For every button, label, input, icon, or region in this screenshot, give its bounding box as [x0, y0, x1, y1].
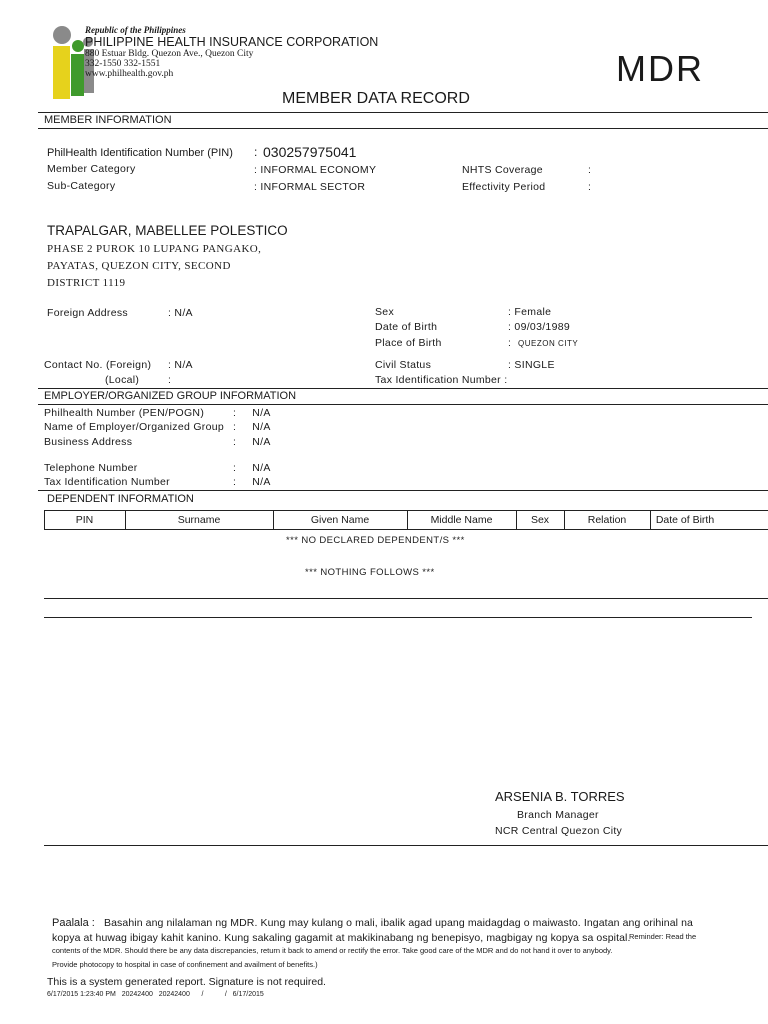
contact-local-label: (Local): [105, 374, 140, 386]
foreign-address-label: Foreign Address: [47, 307, 128, 319]
effectivity-colon: :: [588, 181, 592, 193]
signatory-name: ARSENIA B. TORRES: [495, 789, 625, 804]
column-header-surname: Surname: [177, 514, 221, 526]
employer-tin-value: : N/A: [233, 476, 271, 488]
column-header-relation: Relation: [587, 514, 627, 526]
column-header-date-of-birth: Date of Birth: [655, 514, 715, 526]
pin-value: 030257975041: [263, 144, 357, 160]
effectivity-label: Effectivity Period: [462, 181, 546, 193]
pob-value: QUEZON CITY: [518, 339, 579, 348]
civil-status-label: Civil Status: [375, 359, 432, 371]
dob-label: Date of Birth: [375, 321, 438, 333]
nhts-label: NHTS Coverage: [462, 164, 543, 176]
telephone-label: Telephone Number: [44, 462, 138, 474]
column-header-middle-name: Middle Name: [430, 514, 493, 526]
pin-label: PhilHealth Identification Number (PIN): [47, 147, 233, 159]
form-code: MDR: [616, 48, 704, 89]
subcategory-label: Sub-Category: [47, 180, 116, 192]
section-title-dependent: DEPENDENT INFORMATION: [47, 493, 194, 505]
republic-text: Republic of the Philippines: [85, 25, 186, 35]
corporation-name: PHILIPPINE HEALTH INSURANCE CORPORATION: [85, 35, 379, 49]
nhts-colon: :: [588, 164, 592, 176]
business-address-label: Business Address: [44, 436, 133, 448]
pen-label: Philhealth Number (PEN/POGN): [44, 407, 205, 419]
member-tin-label: Tax Identification Number :: [375, 374, 508, 386]
contact-local-value: :: [168, 374, 172, 386]
paalala-line-1: Basahin ang nilalaman ng MDR. Kung may kulang o mali, ibalik agad upang maidagdag o maiwasto. Ingatan ang orihinal na: [104, 917, 693, 929]
sex-label: Sex: [375, 306, 394, 318]
divider: [38, 404, 768, 405]
divider: [44, 845, 768, 846]
subcategory-value: : INFORMAL SECTOR: [254, 181, 366, 193]
employer-name-label: Name of Employer/Organized Group: [44, 421, 225, 433]
pob-label: Place of Birth: [375, 337, 442, 349]
section-title-employer: EMPLOYER/ORGANIZED GROUP INFORMATION: [44, 390, 297, 402]
sex-value: : Female: [508, 306, 552, 318]
member-name: TRAPALGAR, MABELLEE POLESTICO: [47, 223, 288, 238]
pin-colon: :: [254, 145, 258, 159]
contact-foreign-label: Contact No. (Foreign): [44, 359, 152, 371]
member-address-line-2: PAYATAS, QUEZON CITY, SECOND: [47, 260, 231, 272]
corporation-address: 880 Estuar Bldg. Quezon Ave., Quezon City: [85, 49, 254, 59]
column-header-pin: PIN: [75, 514, 94, 526]
signatory-office: NCR Central Quezon City: [495, 825, 623, 837]
divider: [44, 617, 752, 618]
reminder-label: Reminder: Read the: [629, 932, 697, 941]
column-header-given-name: Given Name: [310, 514, 370, 526]
telephone-value: : N/A: [233, 462, 271, 474]
reminder-line-1: contents of the MDR. Should there be any data discrepancies, return it back to amend or rectify the error. Take good care of the MDR and do not hand it over to anybody.: [52, 946, 613, 955]
divider: [38, 128, 768, 129]
member-category-value: : INFORMAL ECONOMY: [254, 164, 377, 176]
corporation-website: www.philhealth.gov.ph: [85, 69, 174, 79]
member-category-label: Member Category: [47, 163, 136, 175]
section-title-member: MEMBER INFORMATION: [44, 114, 172, 126]
contact-foreign-value: : N/A: [168, 359, 193, 371]
foreign-address-value: : N/A: [168, 307, 193, 319]
corporation-phone: 332-1550 332-1551: [85, 59, 161, 69]
system-generated-note: This is a system generated report. Signature is not required.: [47, 976, 326, 988]
employer-tin-label: Tax Identification Number: [44, 476, 170, 488]
member-address-line-3: DISTRICT 1119: [47, 277, 126, 289]
divider: [38, 112, 768, 113]
signatory-position: Branch Manager: [517, 809, 599, 821]
column-header-sex: Sex: [530, 514, 550, 526]
nothing-follows-note: *** NOTHING FOLLOWS ***: [305, 567, 435, 578]
pen-value: : N/A: [233, 407, 271, 419]
paalala-line-2: kopya at huwag ibigay kahit kanino. Kung sakaling gagamit at makikinabang ng benepisyo, magbigay ng kopya sa ospital.: [52, 932, 631, 944]
civil-status-value: : SINGLE: [508, 359, 555, 371]
no-dependents-note: *** NO DECLARED DEPENDENT/S ***: [286, 535, 465, 546]
divider: [38, 388, 768, 389]
page-title: MEMBER DATA RECORD: [282, 90, 470, 107]
paalala-label: Paalala :: [52, 917, 95, 929]
business-address-value: : N/A: [233, 436, 271, 448]
divider: [38, 490, 768, 491]
print-info: 6/17/2015 1:23:40 PM 20242400 20242400 / / 6/17/2015: [47, 991, 264, 998]
dob-value: : 09/03/1989: [508, 321, 570, 333]
divider: [44, 598, 768, 599]
member-address-line-1: PHASE 2 PUROK 10 LUPANG PANGAKO,: [47, 243, 262, 255]
reminder-line-2: Provide photocopy to hospital in case of confinement and availment of benefits.): [52, 960, 318, 969]
pob-colon: :: [508, 337, 512, 349]
employer-name-value: : N/A: [233, 421, 271, 433]
